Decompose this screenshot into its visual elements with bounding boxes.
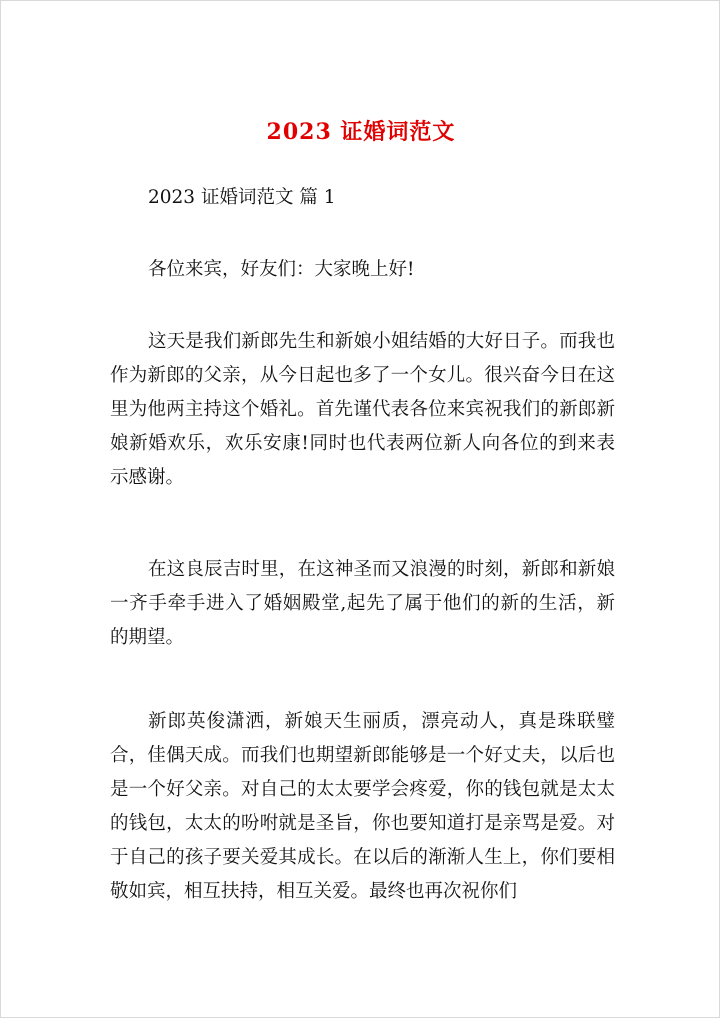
document-title: 2023 证婚词范文	[266, 119, 456, 145]
paragraph-3: 新郎英俊潇洒，新娘天生丽质，漂亮动人，真是珠联璧合，佳偶天成。而我们也期望新郎能够是一个好丈夫，以后也是一个好父亲。对自己的太太要学会疼爱，你的钱包就是太太的钱包，太太的吩咐就是圣旨，你也要知道打是亲骂是爱。对于自己的孩子要关爱其成长。在以后的渐渐人生上，你们要相敬如宾，相互扶持，相互关爱。最终也再次祝你们	[110, 711, 615, 902]
section-heading: 2023 证婚词范文 篇 1	[148, 187, 336, 208]
paragraph-2: 在这良辰吉时里，在这神圣而又浪漫的时刻，新郎和新娘一齐手牵手进入了婚姻殿堂,起先了属于他们的新的生活，新的期望。	[110, 559, 615, 648]
paragraph-1: 这天是我们新郎先生和新娘小姐结婚的大好日子。而我也作为新郎的父亲，从今日起也多了一个女儿。很兴奋今日在这里为他两主持这个婚礼。首先谨代表各位来宾祝我们的新郎新娘新婚欢乐，欢乐安康!同时也代表两位新人向各位的到来表示感谢。	[110, 331, 615, 488]
greeting-paragraph: 各位来宾，好友们：大家晚上好!	[148, 259, 415, 280]
